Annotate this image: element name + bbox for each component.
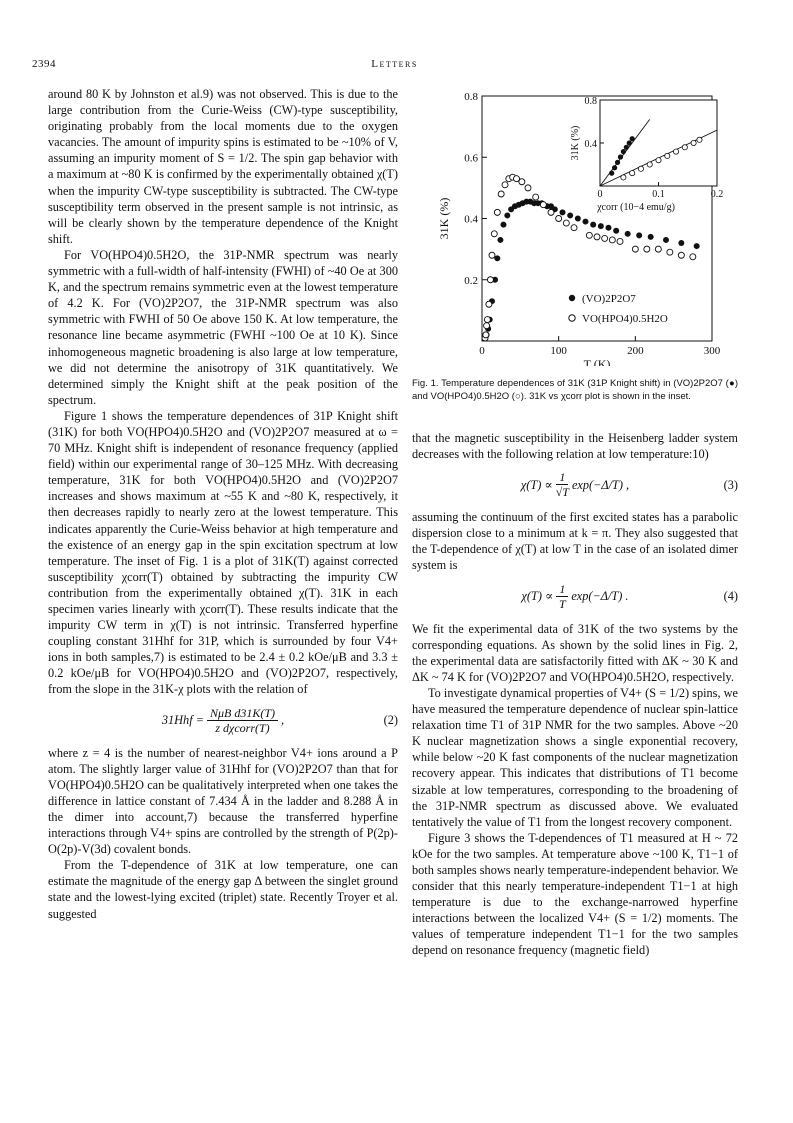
inset-point-open xyxy=(621,175,626,180)
inset-point-open xyxy=(630,171,635,176)
paragraph: To investigate dynamical properties of V4+ (S = 1/2) spins, we have measured the temperature dependence of nuclear spin-lattice relaxation time T1 of 31P NMR for the two samples. Above ~20 K nuclear magnetization shows a single exponential recovery, while below ~20 K fast components of the nuclear magnetization recovery appear. This indicates that distributions of T1 become sizable at low temperatures, corresponding to the broadening of the 31P-NMR spectrum as discussed above. We evaluated tentatively the value of T1 from the longest recovery component. xyxy=(412,685,738,829)
eq3-denominator: √T xyxy=(555,485,569,500)
data-point-open xyxy=(655,246,661,252)
left-column xyxy=(48,86,398,922)
data-point-open xyxy=(494,209,500,215)
inset-x-tick-label: 0.2 xyxy=(710,189,724,200)
eq4-numerator: 1 xyxy=(556,582,568,597)
eq2-denominator: z dχcorr(T) xyxy=(215,720,270,735)
y-tick-label: 0.6 xyxy=(464,152,478,165)
x-axis-label: T (K) xyxy=(583,357,611,366)
equation-3 xyxy=(412,470,738,499)
data-point-open xyxy=(498,191,504,197)
inset-point-open xyxy=(691,140,696,145)
equation-4 xyxy=(412,582,738,611)
eq3-fraction xyxy=(556,470,569,499)
inset-y-tick-label: 0.8 xyxy=(584,96,597,107)
inset-point-filled xyxy=(624,145,629,150)
knight-shift-chart xyxy=(412,86,742,366)
data-point-open xyxy=(609,237,615,243)
eq2-numerator: NμB d31K(T) xyxy=(207,706,278,721)
data-point-open xyxy=(667,249,673,255)
data-point-filled xyxy=(613,228,619,234)
data-point-filled xyxy=(694,243,700,249)
inset-point-open xyxy=(697,137,702,142)
data-point-open xyxy=(594,234,600,240)
y-tick-label: 0.8 xyxy=(464,91,478,103)
inset-point-filled xyxy=(609,171,614,176)
eq2-fraction xyxy=(207,706,278,735)
data-point-filled xyxy=(504,212,510,218)
figure-1 xyxy=(412,86,742,366)
paragraph: around 80 K by Johnston et al.9) was not observed. This is due to the large contribution from the Curie-Weiss (CW)-type susceptibility, originating probably from the local moments due to the oxygen vacancies. The amount of impurity spins is estimated to be ~10% of V, assuming an impurity moment of S = 1/2. The spin gap behavior with a maximum at ~80 K is confirmed by the experimentally obtained χ(T) when the impurity CW-type susceptibility is subtracted. The CW-type susceptibility term observed in the present sample is not intrinsic, as will be clearly shown by the temperature dependence of the Knight shift. xyxy=(48,87,398,246)
data-point-filled xyxy=(625,231,631,237)
data-point-open xyxy=(632,246,638,252)
data-point-open xyxy=(484,317,490,323)
inset-point-filled xyxy=(612,165,617,170)
x-tick-label: 300 xyxy=(703,345,721,357)
inset-x-tick-label: 0 xyxy=(597,189,603,200)
legend-label: VO(HPO4)0.5H2O xyxy=(582,313,668,325)
data-point-filled xyxy=(497,237,503,243)
page-number: 2394 xyxy=(32,58,56,70)
eq3-lhs: χ(T) ∝ xyxy=(520,477,553,492)
inset-point-filled xyxy=(630,136,635,141)
x-tick-label: 100 xyxy=(550,345,567,357)
data-point-filled xyxy=(606,225,612,231)
legend-label: (VO)2P2O7 xyxy=(582,293,636,305)
legend-marker-open xyxy=(569,315,575,321)
paragraph: We fit the experimental data of 31K of the two systems by the corresponding equations. As shown by the solid lines in Fig. 2, the experimental data are satisfactorily fitted with ΔK ~ 30 K and ΔK ~ 74 K for (VO)2P2O7 and VO(HPO4)0.5H2O, respectively. xyxy=(412,621,738,684)
x-tick-label: 0 xyxy=(479,345,485,357)
data-point-filled xyxy=(663,237,669,243)
data-point-open xyxy=(556,216,562,222)
data-point-filled xyxy=(590,222,596,228)
data-point-open xyxy=(563,220,569,226)
data-point-open xyxy=(484,323,490,329)
legend-marker-filled xyxy=(569,295,575,301)
running-header xyxy=(32,58,757,74)
data-point-open xyxy=(602,235,608,241)
data-point-open xyxy=(540,202,546,208)
data-point-open xyxy=(571,225,577,231)
figure-caption: Fig. 1. Temperature dependences of 31K (31P Knight shift) in (VO)2P2O7 (●) and VO(HPO4)0.5H2O (○). 31K vs χcorr plot is shown in the inset. xyxy=(412,378,738,402)
data-point-open xyxy=(486,301,492,307)
eq4-lhs: χ(T) ∝ xyxy=(521,589,554,604)
data-point-open xyxy=(617,238,623,244)
y-tick-label: 0.2 xyxy=(464,274,478,287)
paragraph: assuming the continuum of the first excited states has a parabolic dispersion close to a minimum at k = π. They also suggested that the T-dependence of χ(T) at low T in the case of an isolated dimer system is xyxy=(412,510,738,573)
data-point-open xyxy=(519,179,525,185)
inset-point-open xyxy=(647,162,652,167)
data-point-filled xyxy=(567,212,573,218)
section-title: Letters xyxy=(371,58,418,70)
eq4-label: (4) xyxy=(723,589,738,604)
eq3-rhs: exp(−Δ/T) , xyxy=(571,477,630,492)
eq4-fraction xyxy=(556,582,568,611)
inset-point-open xyxy=(656,158,661,163)
data-point-filled xyxy=(500,222,506,228)
y-tick-label: 0.4 xyxy=(464,213,478,226)
data-point-filled xyxy=(636,232,642,238)
data-point-open xyxy=(483,332,489,338)
data-point-open xyxy=(548,209,554,215)
paragraph: that the magnetic susceptibility in the Heisenberg ladder system decreases with the following relation at low temperature:10) xyxy=(412,431,738,462)
data-point-filled xyxy=(598,223,604,229)
right-column xyxy=(412,430,738,959)
inset-point-filled xyxy=(627,140,632,145)
data-point-open xyxy=(491,231,497,237)
data-point-open xyxy=(690,254,696,260)
paragraph: From the T-dependence of 31K at low temperature, one can estimate the magnitude of the energy gap Δ between the singlet ground state and the lowest-lying excited (triplet) state. Recently Troyer et al. suggested xyxy=(48,858,398,921)
inset-y-tick-label: 0.4 xyxy=(584,139,597,150)
data-point-filled xyxy=(560,209,566,215)
eq4-rhs: exp(−Δ/T) . xyxy=(571,589,629,604)
inset-y-axis-label: 31K (%) xyxy=(570,125,581,161)
eq3-label: (3) xyxy=(723,477,738,492)
eq3-numerator: 1 xyxy=(556,470,568,485)
inset-point-filled xyxy=(618,154,623,159)
data-point-open xyxy=(678,252,684,258)
inset-point-filled xyxy=(621,149,626,154)
inset-point-open xyxy=(665,153,670,158)
eq4-denominator: T xyxy=(558,596,566,611)
data-point-open xyxy=(533,194,539,200)
equation-2: 31Hhf = $\frac{\text{NμB d31K(T)}}{\text{z dχcorr(T)}}$ , (2) xyxy=(161,705,398,735)
data-point-filled xyxy=(583,219,589,225)
data-point-filled xyxy=(648,234,654,240)
data-point-open xyxy=(525,185,531,191)
paragraph: Figure 3 shows the T-dependences of T1 measured at H ~ 72 kOe for the two samples. At temperature above ~100 K, T1−1 of both samples shows nearly temperature-independent behavior. We consider that this nearly temperature-independent T1−1 at high temperature is due to the exchange-narrowed hyperfine interactions between the localized V4+ (S = 1/2) moments. The values of temperature independent T1−1 for the two samples depend on resonance frequency (magnetic field) xyxy=(412,830,738,958)
eq2-label: (2) xyxy=(383,713,398,728)
data-point-filled xyxy=(678,240,684,246)
data-point-open xyxy=(644,246,650,252)
inset-point-open xyxy=(682,145,687,150)
inset-point-open xyxy=(638,166,643,171)
paragraph: where z = 4 is the number of nearest-neighbor V4+ ions around a P atom. The slightly larger value of 31Hhf for (VO)2P2O7 than that for VO(HPO4)0.5H2O can be qualitatively interpreted when one takes the difference in lattice constant of 7.434 Å in the ladder and 8.288 Å in the dimer into account,7) because the transferred hyperfine interactions through V4+ spins are controlled by the strength of P(2p)-O(2p)-V(3d) covalent bonds. xyxy=(48,745,398,857)
data-point-open xyxy=(487,277,493,283)
paragraph: Figure 1 shows the temperature dependences of 31P Knight shift (31K) for both VO(HPO4)0.5H2O and (VO)2P2O7 measured at ω = 70 MHz. Knight shift is independent of resonance frequency (applied field) within our experimental range of 30–125 MHz. With decreasing temperature, 31K for both VO(HPO4)0.5H2O and (VO)2P2O7 increases and shows maximum at ~55 K and ~80 K, respectively, it then decreases rapidly to nearly zero at the lowest temperature. This indicates apparently the Curie-Weiss behavior at high temperature and the existence of an energy gap in the spin excitation spectrum at low temperature. The inset of Fig. 1 is a plot of 31K(T) against corrected susceptibility χcorr(T) obtained by subtracting the impurity CW contribution from the experimentally obtained χ(T). 31K in each specimen varies linearly with χcorr(T). These results indicate that the impurity CW term in χ(T) is not intrinsic. Transferred hyperfine coupling constant 31Hhf for 31P, which is surrounded by four V4+ ions in both samples,7) is estimated to be 2.4 ± 0.2 kOe/μB and 3.3 ± 0.2 kOe/μB for VO(HPO4)0.5H2O and (VO)2P2O7, respectively, from the slope in the 31K-χ plots with the relation of xyxy=(48,408,398,697)
data-point-open xyxy=(489,252,495,258)
y-axis-label: 31K (%) xyxy=(437,197,451,240)
data-point-open xyxy=(586,232,592,238)
inset-point-open xyxy=(673,149,678,154)
inset-x-axis-label: χcorr (10−4 emu/g) xyxy=(597,202,675,213)
x-tick-label: 200 xyxy=(627,345,644,357)
data-point-filled xyxy=(575,216,581,222)
inset-point-filled xyxy=(615,160,620,165)
data-point-open xyxy=(502,182,508,188)
paragraph: For VO(HPO4)0.5H2O, the 31P-NMR spectrum was nearly symmetric with a full-width of half-intensity (FWHI) of ~40 Oe at 300 K, and the spectrum remains symmetric even at the lowest temperature of 4.2 K. For (VO)2P2O7, the 31P-NMR spectrum was also symmetric with FWHI of 50 Oe above 150 K. At low temperature, the resonance line became asymmetric (FWHI ~100 Oe at 10 K). Since inhomogeneous magnetic broadening is also large at low temperature, we did not determine the anisotropy of 31K quantitatively. We determined simply the Knight shift at the peak position of the spectrum. xyxy=(48,247,398,407)
inset-frame xyxy=(600,100,717,186)
inset-x-tick-label: 0.1 xyxy=(652,189,665,200)
eq2-lhs: 31Hhf = xyxy=(161,713,204,728)
